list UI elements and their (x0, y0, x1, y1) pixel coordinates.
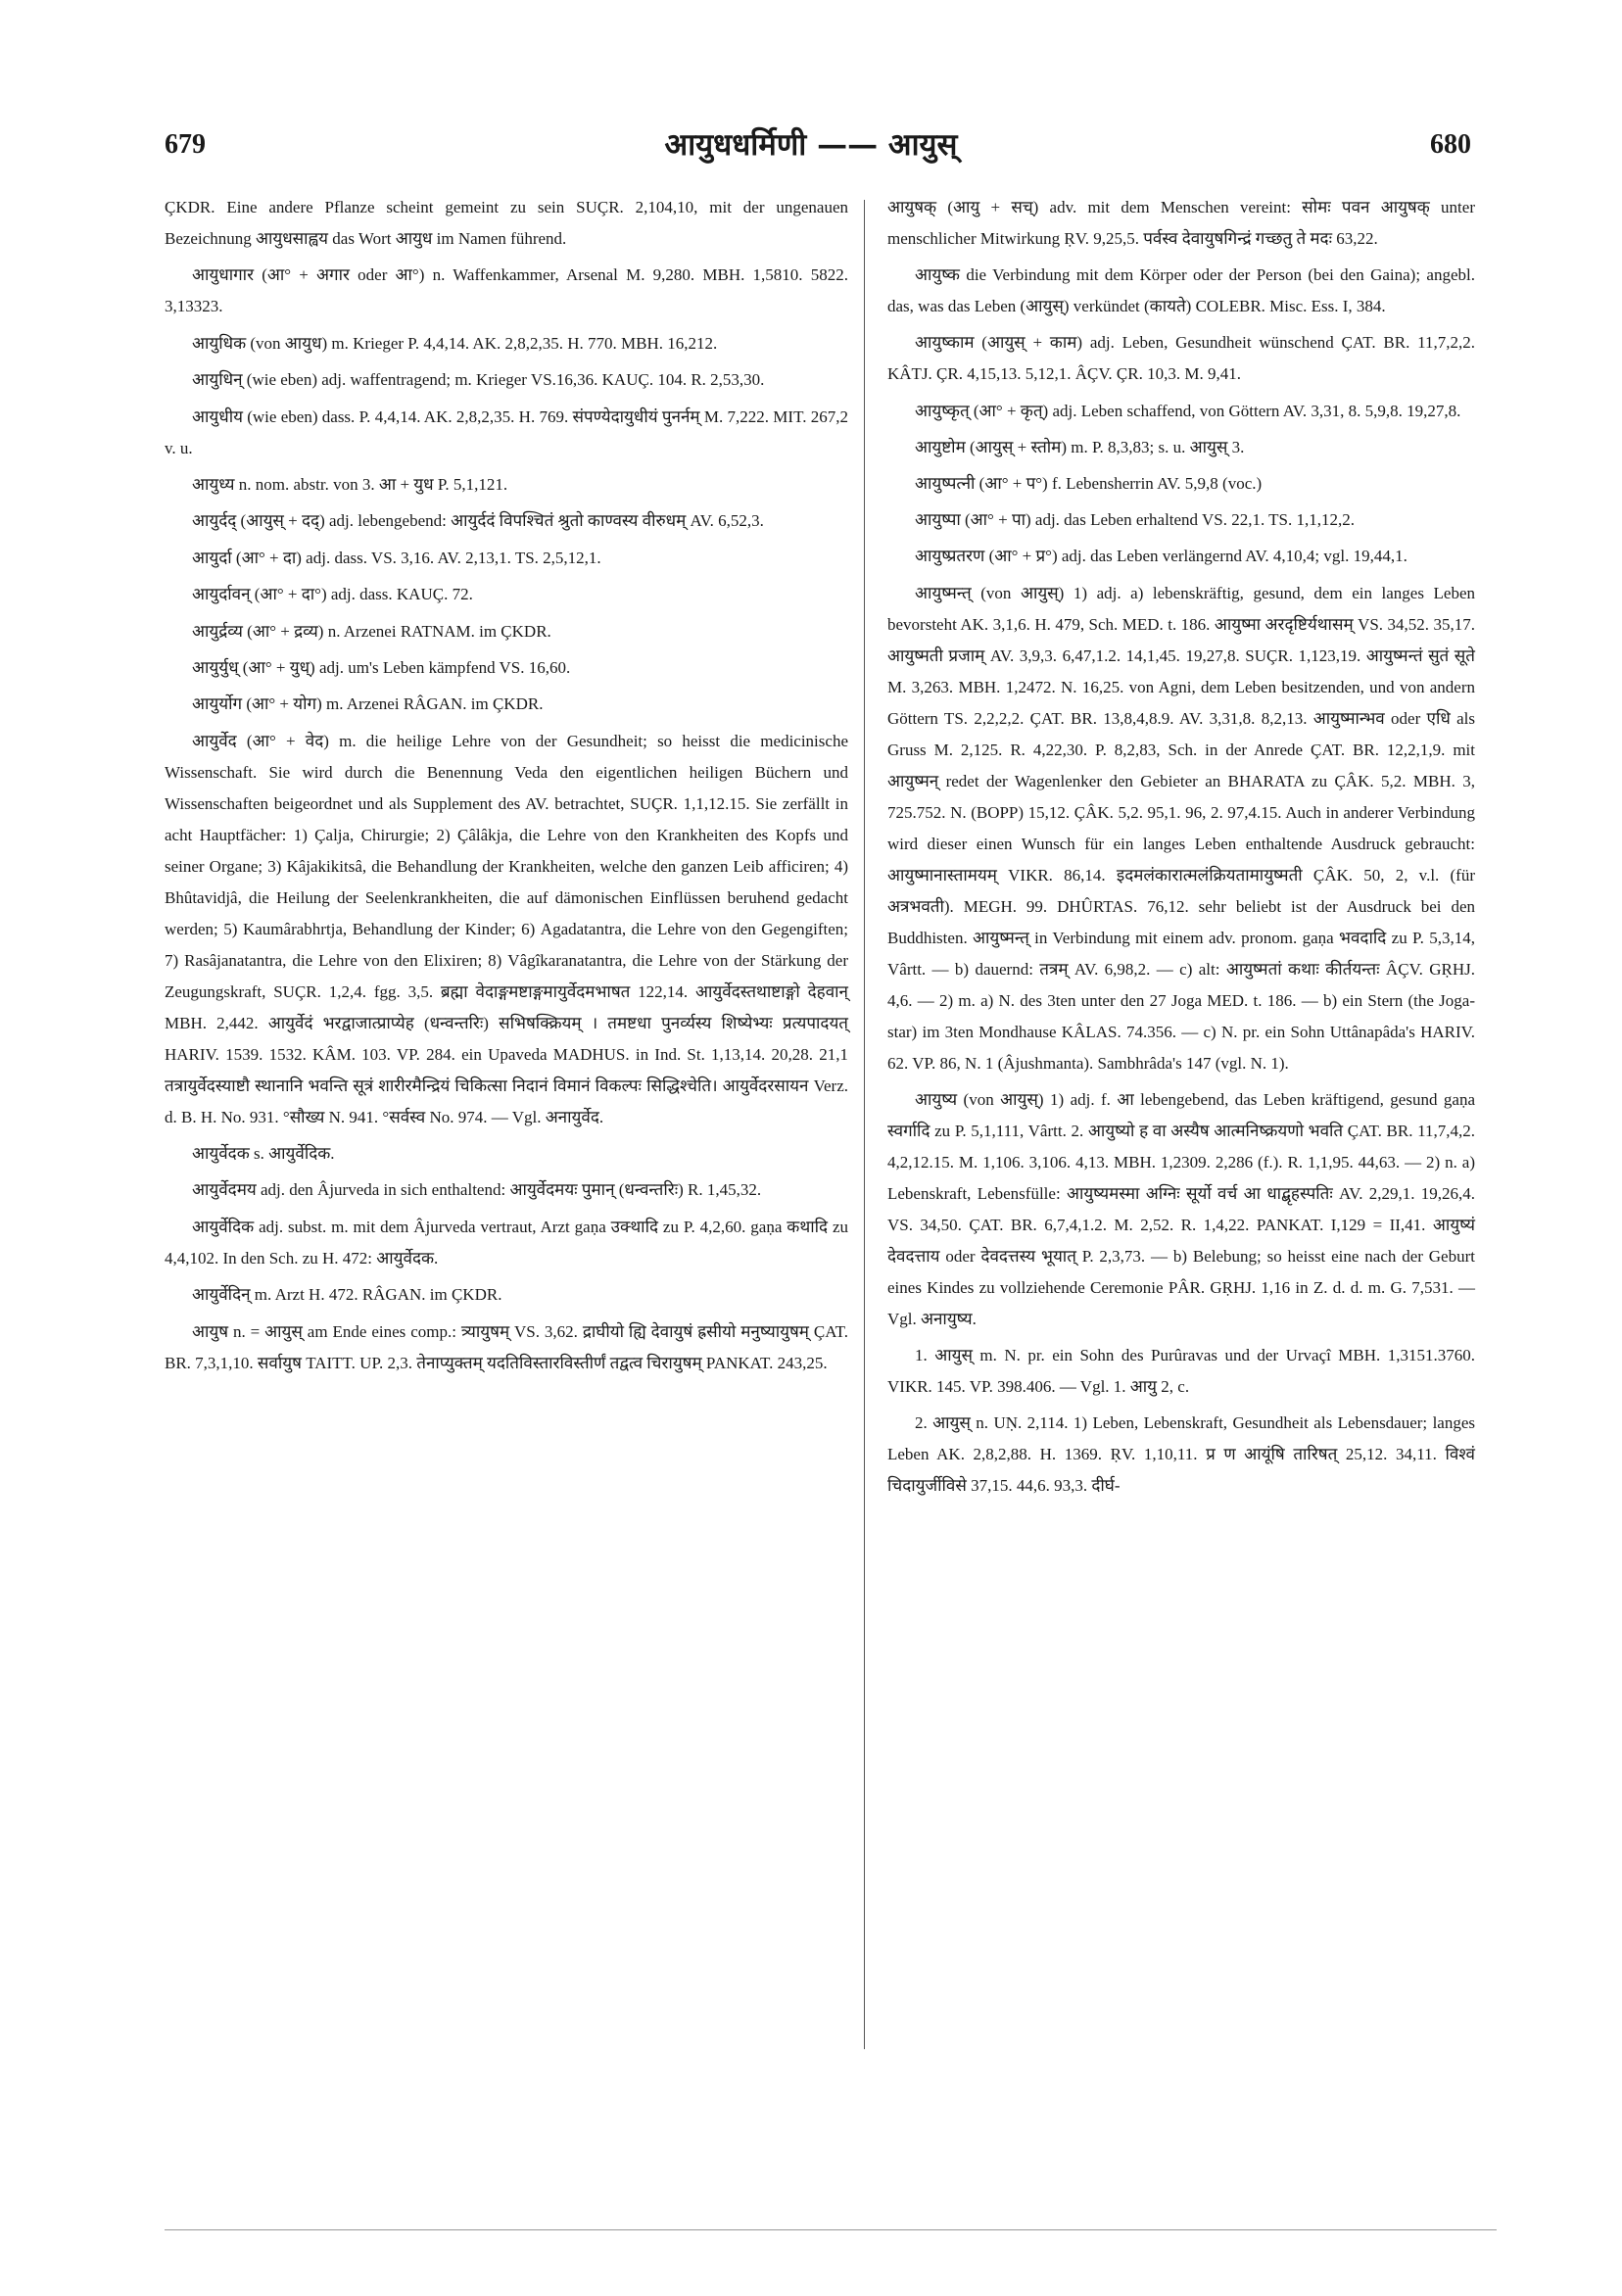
page-number-right: 680 (1430, 129, 1471, 160)
dictionary-entry: आयुष्क die Verbindung mit dem Körper oder der Person (bei den Gaina); angebl. das, was das Leben (आयुस्) verkündet (कायते) COLEBR. Misc. Ess. I, 384. (887, 265, 1475, 316)
dictionary-entry: ÇKDR. Eine andere Pflanze scheint gemeint zu sein SUÇR. 2,104,10, mit der ungenauen Bezeichnung आयुधसाह्वय das Wort आयुध im Namen führend. (165, 198, 848, 248)
dictionary-entry: आयुष्कृत् (आ° + कृत्) adj. Leben schaffend, von Göttern AV. 3,31, 8. 5,9,8. 19,27,8. (915, 401, 1461, 420)
dictionary-entry: आयुर्दा (आ° + दा) adj. dass. VS. 3,16. AV. 2,13,1. TS. 2,5,12,1. (192, 548, 601, 567)
dictionary-entry: आयुर्वेदिक adj. subst. m. mit dem Âjurveda vertraut, Arzt gaṇa उक्थादि zu P. 4,2,60. gaṇa कथादि zu 4,4,102. In den Sch. zu H. 472: आयुर्वेदक. (165, 1217, 848, 1268)
dictionary-entry: आयुर्वेद (आ° + वेद) m. die heilige Lehre von der Gesundheit; so heisst die medicinische Wissenschaft. Sie wird durch die Benennung Veda den eigentlichen heiligen Büchern und Wissenschaften beigeordnet und als Supplement des AV. betrachtet, SUÇR. 1,1,12.15. Sie zerfällt in acht Hauptfächer: 1) Çalja, Chirurgie; 2) Çâlâkja, die Lehre von den Krankheiten des Kopfs und seiner Organe; 3) Kâjakikitsâ, die Behandlung der Krankheiten, welche den ganzen Leib afficiren; 4) Bhûtavidjâ, die Heilung der Seelenkrankheiten, die auf dämonischen Einflüssen beruhend gedacht werden; 5) Kaumârabhrtja, Behandlung der Kinder; 6) Agadatantra, die Lehre von den Gegengiften; 7) Rasâjanatantra, die Lehre von den Elixiren; 8) Vâgîkaranatantra, die Lehre von der Stärkung der Zeugungskraft, SUÇR. 1,2,4. fgg. 3,5. ब्रह्मा वेदाङ्गमष्टाङ्गमायुर्वेदमभाषत 122,14. आयुर्वेदस्तथाष्टाङ्गो देहवान् MBH. 2,442. आयुर्वेदं भरद्वाजात्प्राप्येह (धन्वन्तरिः) सभिषक्क्रियम् । तमष्टधा पुनर्व्यस्य शिष्येभ्यः प्रत्यपादयत् HARIV. 1539. 1532. KÂM. 103. VP. 284. ein Upaveda MADHUS. in Ind. St. 1,13,14. 20,28. 21,1 तत्रायुर्वेदस्याष्टौ स्थानानि भवन्ति सूत्रं शारीरमैन्द्रियं चिकित्सा निदानं विमानं विकल्पः सिद्धिश्चेति। आयुर्वेदरसायन Verz. d. B. H. No. 931. °सौख्य N. 941. °सर्वस्व No. 974. — Vgl. अनायुर्वेद. (165, 731, 848, 1126)
dictionary-entry: आयुर्द्रव्य (आ° + द्रव्य) n. Arzenei RATNAM. im ÇKDR. (192, 621, 551, 641)
dictionary-entry: आयुर्वेदमय adj. den Âjurveda in sich enthaltend: आयुर्वेदमयः पुमान् (धन्वन्तरिः) R. 1,45,32. (192, 1180, 762, 1200)
dictionary-entry: आयुषक् (आयु + सच्) adv. mit dem Menschen vereint: सोमः पवन आयुषक् unter menschlicher Mitwirkung ṚV. 9,25,5. पर्वस्व देवायुषगिन्द्रं गच्छतु ते मदः 63,22. (887, 198, 1475, 248)
left-column (165, 192, 848, 1384)
dictionary-entry: आयुधीय (wie eben) dass. P. 4,4,14. AK. 2,8,2,35. H. 769. संपण्येदायुधीयं पुनर्नम् M. 7,222. MIT. 267,2 v. u. (165, 407, 848, 457)
right-column (887, 192, 1475, 1507)
dictionary-entry: आयुर्वेदिन् m. Arzt H. 472. RÂGAN. im ÇKDR. (192, 1285, 502, 1305)
dictionary-entry: आयुष्पा (आ° + पा) adj. das Leben erhaltend VS. 22,1. TS. 1,1,12,2. (915, 510, 1356, 530)
dictionary-entry: आयुष्य (von आयुस्) 1) adj. f. आ lebengebend, das Leben kräftigend, gesund gaṇa स्वर्गादि zu P. 5,1,111, Vârtt. 2. आयुष्यो ह वा अस्यैष आत्मनिष्क्रयणो भवति ÇAT. BR. 11,7,4,2. 4,2,12.15. M. 1,106. 3,106. 4,13. MBH. 1,2309. 2,286 (f.). R. 1,1,95. 44,63. — 2) n. a) Lebenskraft, Lebensfülle: आयुष्यमस्मा अग्निः सूर्यो वर्च आ धाद्बृहस्पतिः AV. 2,29,1. 19,26,4. VS. 34,50. ÇAT. BR. 6,7,4,1.2. M. 2,52. R. 1,4,22. PANKAT. I,129 = II,41. आयुष्यं देवदत्ताय oder देवदत्तस्य भूयात् P. 2,3,73. — b) Belebung; so heisst eine nach der Geburt eines Kindes zu vollziehende Ceremonie PÂR. GṚHJ. 1,16 in Z. d. d. m. G. 7,531. — Vgl. अनायुष्य. (887, 1089, 1475, 1328)
dictionary-entry: आयुर्वेदक s. आयुर्वेदिक. (192, 1144, 335, 1164)
dictionary-entry: आयुष्प्रतरण (आ° + प्र°) adj. das Leben verlängernd AV. 4,10,4; vgl. 19,44,1. (915, 547, 1407, 566)
dictionary-entry: आयुष्काम (आयुस् + काम) adj. Leben, Gesundheit wünschend ÇAT. BR. 11,7,2,2. KÂTJ. ÇR. 4,15,13. 5,12,1. ÂÇV. ÇR. 10,3. M. 9,41. (887, 333, 1475, 384)
running-head: आयुधधर्मिणी —— आयुस् (664, 127, 958, 163)
dictionary-entry: आयुर्दावन् (आ° + दा°) adj. dass. KAUÇ. 72. (192, 585, 473, 604)
dictionary-entry: आयुर्युध् (आ° + युध्) adj. um's Leben kämpfend VS. 16,60. (192, 657, 571, 677)
page-number-left: 679 (165, 129, 206, 160)
dictionary-entry: आयुष n. = आयुस् am Ende eines comp.: त्र्यायुषम् VS. 3,62. द्राघीयो ह्यि देवायुषं ह्रसीयो मनुष्यायुषम् ÇAT. BR. 7,3,1,10. सर्वायुष TAITT. UP. 2,3. तेनाप्युक्तम् यदतिविस्तारविस्तीर्णं तद्वत्व चिरायुषम् PANKAT. 243,25. (165, 1321, 848, 1372)
dictionary-entry: आयुधिक (von आयुध) m. Krieger P. 4,4,14. AK. 2,8,2,35. H. 770. MBH. 16,212. (192, 333, 718, 353)
dictionary-entry: आयुष्टोम (आयुस् + स्तोम) m. P. 8,3,83; s. u. आयुस् 3. (915, 437, 1245, 456)
dictionary-entry: आयुधिन् (wie eben) adj. waffentragend; m. Krieger VS.16,36. KAUÇ. 104. R. 2,53,30. (192, 370, 765, 390)
dictionary-entry: आयुध्य n. nom. abstr. von 3. आ + युध P. 5,1,121. (192, 474, 508, 494)
dictionary-entry: आयुष्पत्नी (आ° + प°) f. Lebensherrin AV. 5,9,8 (voc.) (915, 473, 1263, 493)
dictionary-entry: 1. आयुस् m. N. pr. ein Sohn des Purûravas und der Urvaçî MBH. 1,3151.3760. VIKR. 145. VP. 398.406. — Vgl. 1. आयु 2, c. (887, 1345, 1475, 1396)
dictionary-entry: आयुर्योग (आ° + योग) m. Arzenei RÂGAN. im ÇKDR. (192, 694, 544, 714)
dictionary-entry: आयुर्दद् (आयुस् + दद्) adj. lebengebend: आयुर्ददं विपश्चितं श्रुतो काण्वस्य वीरुधम् AV. 6,52,3. (192, 511, 764, 531)
dictionary-entry: आयुष्मन्त् (von आयुस्) 1) adj. a) lebenskräftig, gesund, dem ein langes Leben bevorsteht AK. 3,1,6. H. 479, Sch. MED. t. 186. आयुष्मा अरदृष्टिर्यथासम् VS. 34,52. 35,17. आयुष्मती प्रजाम् AV. 3,9,3. 6,47,1.2. 14,1,45. 19,27,8. SUÇR. 1,123,19. आयुष्मन्तं सुतं सूते M. 3,263. MBH. 1,2472. N. 16,25. von Agni, dem Leben besitzenden, und von andern Göttern TS. 2,2,2,2. ÇAT. BR. 13,8,4,8.9. AV. 3,31,8. 8,2,13. आयुष्मान्भव oder एधि als Gruss M. 2,125. R. 4,22,30. P. 8,2,83, Sch. in der Anrede ÇAT. BR. 12,2,1,9. mit आयुष्मन् redet der Wagenlenker den Gebieter an BHARATA zu ÇÂK. 5,2. MBH. 3, 725.752. N. (BOPP) 15,12. ÇÂK. 5,2. 95,1. 96, 2. 97,4.15. Auch in anderer Verbindung wird dieser einen Wunsch für ein langes Leben enthaltende Ausdruck gebraucht: आयुष्मानास्तामयम् VIKR. 86,14. इदमलंकारात्मलंक्रियतामायुष्मती ÇÂK. 50, 2, v.l. (für अत्रभवती). MEGH. 99. DHÛRTAS. 76,12. sehr beliebt ist der Ausdruck bei den Buddhisten. आयुष्मन्त् in Verbindung mit einem adv. pronom. gaṇa भवदादि zu P. 5,3,14, Vârtt. — b) dauernd: तत्रम् AV. 6,98,2. — c) alt: आयुष्मतां कथाः कीर्तयन्तः ÂÇV. GṚHJ. 4,6. — 2) m. a) N. des 3ten unter den 27 Joga MED. t. 186. — b) ein Stern (the Joga-star) im 3ten Mondhause KÂLAS. 74.356. — c) N. pr. ein Sohn Uttânapâda's HARIV. 62. VP. 86, N. 1 (Âjushmanta). Sambhrâda's 147 (vgl. N. 1). (887, 583, 1475, 1073)
dictionary-entry: 2. आयुस् n. UṆ. 2,114. 1) Leben, Lebenskraft, Gesundheit als Lebensdauer; langes Leben AK. 2,8,2,88. H. 1369. ṚV. 1,10,11. प्र ण आयूंषि तारिषत् 25,12. 34,11. विश्वं चिदायुर्जीविसे 37,15. 44,6. 93,3. दीर्घ- (887, 1413, 1475, 1496)
column-divider (864, 200, 865, 2049)
bottom-rule (165, 2229, 1497, 2230)
dictionary-entry: आयुधागार (आ° + अगार oder आ°) n. Waffenkammer, Arsenal M. 9,280. MBH. 1,5810. 5822. 3,13323. (165, 265, 848, 316)
